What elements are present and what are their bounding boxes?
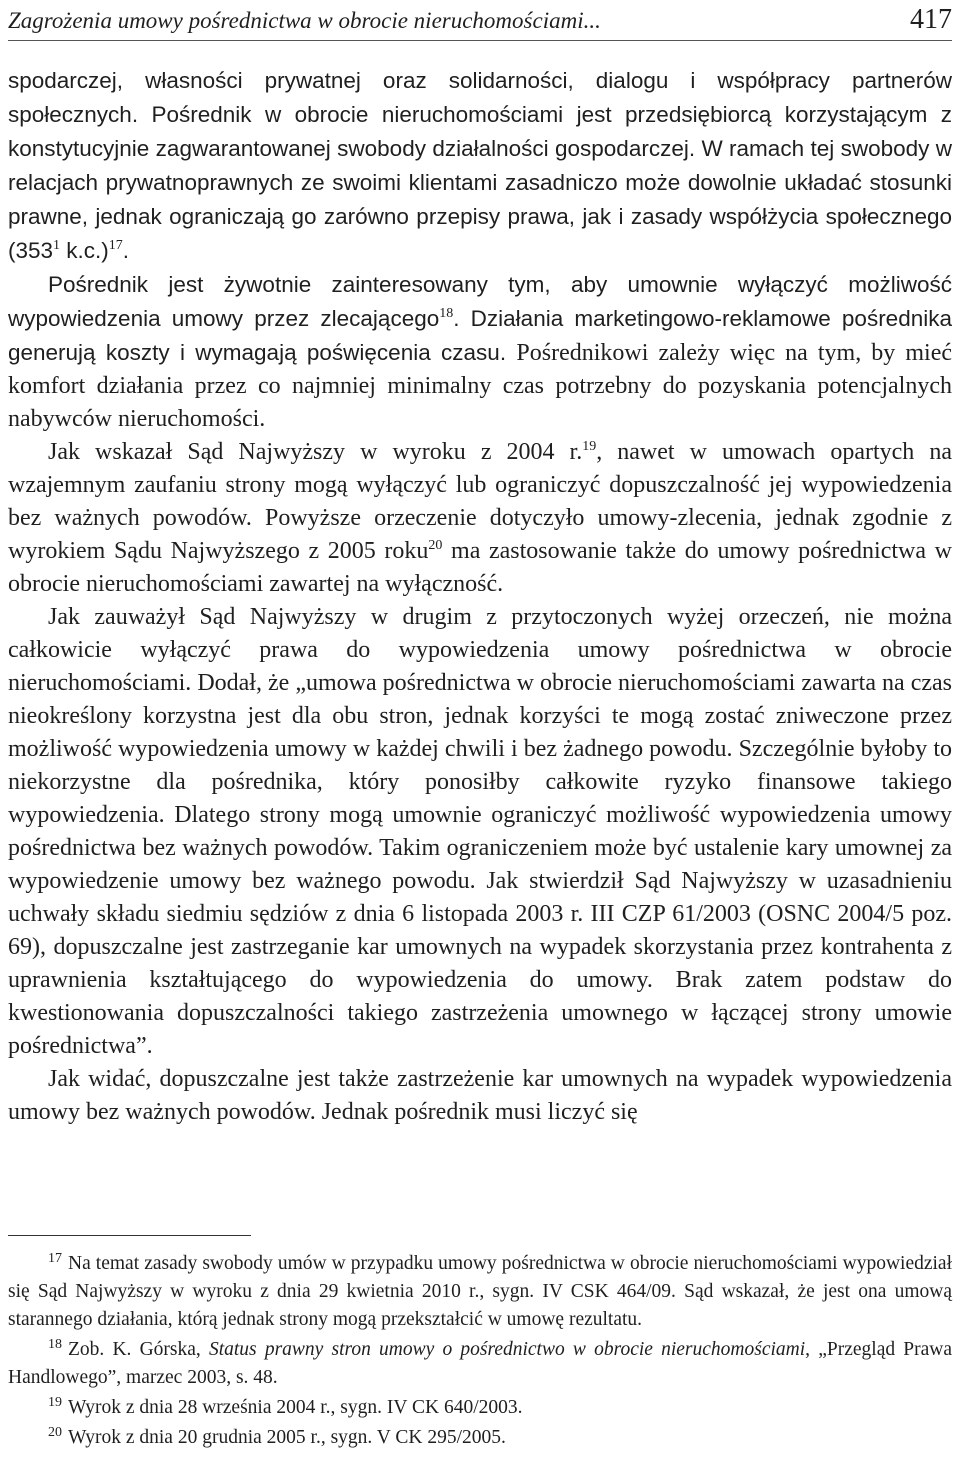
footnote-number: 17 [48, 1250, 62, 1266]
paragraph-2: Pośrednik jest żywotnie zainteresowany tym, aby umownie wyłączyć możliwość wypowiedzenia umowy przez zlecającego$^{18}$. Działania marketingowo-reklamowe pośrednika generują koszty i wymagają poświęcenia czasu. Pośrednikowi zależy więc na tym, by mieć komfort działania przez co najmniej minimalny czas potrzebny do pozyskania potencjalnych nabywców nieruchomości. [8, 272, 952, 432]
footnote-18: $^{18}$ Zob. K. Górska, Status prawny stron umowy o pośrednictwo w obrocie nieruchomościami, „Przegląd Prawa Handlowego”, marzec 2003, s. 48. [8, 1336, 953, 1388]
footnote-number: 18 [48, 1336, 62, 1352]
footnotes [8, 1250, 952, 1454]
paragraph-4: Jak zauważył Sąd Najwyższy w drugim z przytoczonych wyżej orzeczeń, nie można całkowicie wyłączyć prawa do wypowiedzenia umowy pośrednictwa w obrocie nieruchomościami. Dodał, że „umowa pośrednictwa w obrocie nieruchomościami zawarta na czas nieokreślony korzystna jest dla obu stron, jednak korzyści te mogą zostać zniweczone przez możliwość wypowiedzenia umowy w każdej chwili i bez żadnego powodu. Szczególnie byłoby to niekorzystne dla pośrednika, który ponosiłby całkowite ryzyko finansowe takiego wypowiedzenia. Dlatego strony mogą umownie ograniczyć możliwość wypowiedzenia umowy pośrednictwa bez ważnych powodów. Takim ograniczeniem może być ustalenie kary umownej za wypowiedzenie umowy bez ważnego powodu. Jak stwierdził Sąd Najwyższy w uzasadnieniu uchwały składu siedmiu sędziów z dnia 6 listopada 2003 r. III CZP 61/2003 (OSNC 2004/5 poz. 69), dopuszczalne jest zastrzeganie kar umownych na wypadek skorzystania przez kontrahenta z uprawnienia kształtującego do wypowiedzenia do umowy. Brak zatem podstaw do kwestionowania dopuszczalności takiego zastrzeżenia umownego w łączącej strony umowie pośrednictwa”. [8, 604, 952, 1059]
footnote-ref-18: 18 [439, 306, 454, 321]
running-head [8, 0, 952, 36]
footnote-ref-17: 17 [108, 238, 123, 253]
footnote-number: 20 [48, 1424, 62, 1440]
paragraph-3: Jak wskazał Sąd Najwyższy w wyroku z 2004 r.$^{19}$, nawet w umowach opartych na wzajemnym zaufaniu strony mogą wyłączyć lub ograniczyć dopuszczalność jej wypowiedzenia bez ważnych powodów. Powyższe orzeczenie dotyczyło umowy-zlecenia, jednak zgodnie z wyrokiem Sądu Najwyższego z 2005 roku$^{20}$ ma zastosowanie także do umowy pośrednictwa w obrocie nieruchomościami zawartej na wyłączność. [8, 439, 952, 597]
footnote-17: $^{17}$ Na temat zasady swobody umów w przypadku umowy pośrednictwa w obrocie nieruchomościami wypowiedział się Sąd Najwyższy w wyroku z dnia 29 kwietnia 2010 r., sygn. IV CSK 464/09. Sąd wskazał, że jest ona umową starannego działania, którą jednak strony mogą przekształcić w umowę rezultatu. [8, 1250, 952, 1330]
running-head-title: Zagrożenia umowy pośrednictwa w obrocie nieruchomościami... [8, 8, 601, 33]
paragraph-1: spodarczej, własności prywatnej oraz solidarności, dialogu i współpracy partnerów społecznych. Pośrednik w obrocie nieruchomościami jest przedsiębiorcą korzystającym z konstytucyjnie zagwarantowanej swobody działalności gospodarczej. W ramach tej swobody w relacjach prywatnoprawnych ze swoimi klientami zasadniczo może dowolnie układać stosunki prawne, jednak ograniczają go zarówno przepisy prawa, jak i zasady współżycia społecznego ($353^1$ k.c.)$^{17}$. [8, 68, 952, 263]
header-rule [8, 40, 952, 41]
footnote-number: 19 [48, 1394, 62, 1410]
footnote-19: $^{19}$ Wyrok z dnia 28 września 2004 r., sygn. IV CK 640/2003. [48, 1394, 523, 1418]
footnote-rule [8, 1235, 251, 1236]
page-number: 417 [910, 4, 952, 35]
main-text [8, 64, 952, 1129]
paragraph-5: Jak widać, dopuszczalne jest także zastrzeżenie kar umownych na wypadek wypowiedzenia umowy bez ważnych powodów. Jednak pośrednik musi liczyć się [8, 1066, 952, 1125]
superscript: 1 [53, 238, 61, 253]
footnote-ref-20: 20 [428, 538, 443, 553]
footnote-20: $^{20}$ Wyrok z dnia 20 grudnia 2005 r., sygn. V CK 295/2005. [48, 1424, 506, 1448]
footnote-ref-19: 19 [582, 439, 597, 454]
